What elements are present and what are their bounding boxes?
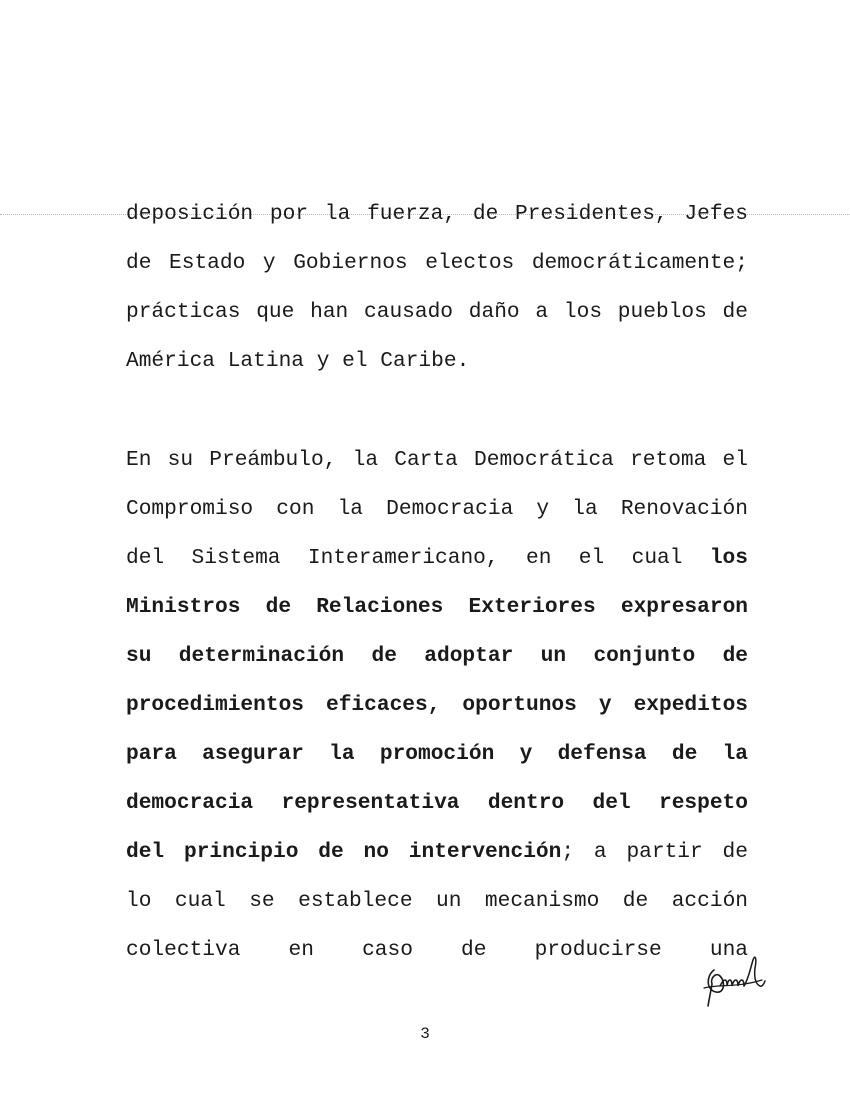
text-segment: colectiva en caso de producirse una [126,938,748,962]
paragraph-2-line [126,888,748,914]
text-segment: Compromiso con la Democracia y la Renovación [126,497,748,521]
paragraph-2-line [126,692,748,718]
text-segment: del Sistema Interamericano, en el cual [126,546,710,570]
bold-text-segment: su determinación de adoptar un conjunto de [126,644,748,668]
paragraph-1-line: prácticas que han causado daño a los pueblos de [126,300,748,324]
paragraph-2-line [126,839,748,865]
bold-text-segment: los [709,546,748,570]
bold-text-segment: para asegurar la promoción y defensa de la [126,742,748,766]
paragraph-2-line [126,937,748,963]
bold-text-segment: procedimientos eficaces, oportunos y expeditos [126,693,748,717]
paragraph-1-line: de Estado y Gobiernos electos democráticamente; [126,251,748,275]
paragraph-2-line [126,643,748,669]
paragraph-1-line: América Latina y el Caribe. [126,349,470,373]
text-segment: lo cual se establece un mecanismo de acción [126,889,748,913]
bold-text-segment: Ministros de Relaciones Exteriores expresaron [126,595,748,619]
handwritten-signature [700,950,766,1008]
bold-text-segment: del principio de no intervención [126,840,562,864]
paragraph-1-line: deposición por la fuerza, de Presidentes, Jefes [126,202,748,226]
paragraph-2-line [126,790,748,816]
text-segment: En su Preámbulo, la Carta Democrática retoma el [126,448,748,472]
paragraph-2-line [126,741,748,767]
page-number: 3 [420,1025,430,1043]
paragraph-2-line [126,496,748,522]
bold-text-segment: democracia representativa dentro del respeto [126,791,748,815]
paragraph-2-line [126,594,748,620]
text-segment: ; a partir de [561,840,748,864]
paragraph-2-line [126,545,748,571]
paragraph-2-line [126,447,748,473]
